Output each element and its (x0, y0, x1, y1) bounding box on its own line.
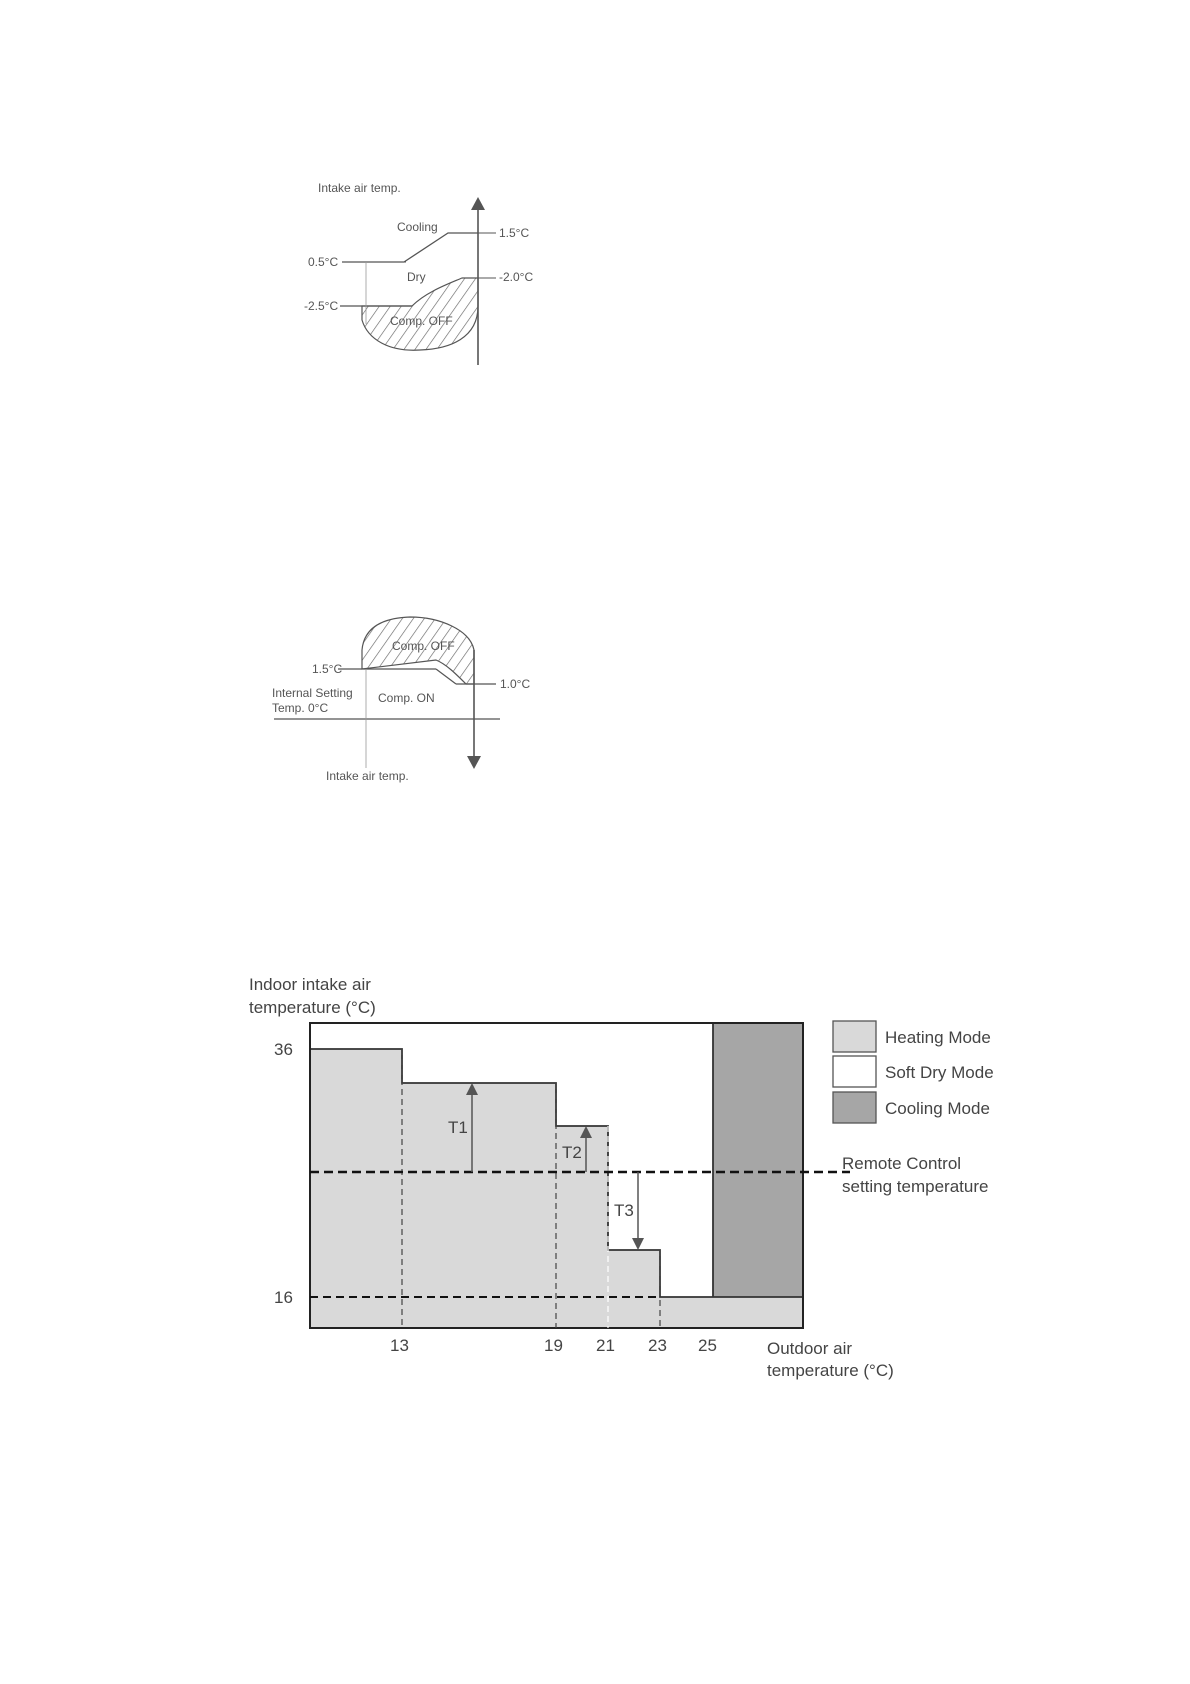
y-tick-36: 36 (274, 1040, 293, 1059)
diagram2-comp-off-label: Comp. OFF (392, 639, 455, 653)
x-tick-13: 13 (390, 1336, 409, 1355)
diagram1-cooling-label: Cooling (397, 220, 438, 234)
arrow-up-icon (471, 197, 485, 210)
x-axis-title-line1: Outdoor air (767, 1339, 853, 1358)
diagram2-setting-label-line2: Temp. 0°C (272, 701, 329, 715)
legend-swatch-cooling (833, 1092, 876, 1123)
legend-swatch-soft-dry (833, 1056, 876, 1087)
legend-label-cooling: Cooling Mode (885, 1099, 990, 1118)
x-tick-19: 19 (544, 1336, 563, 1355)
legend-label-heating: Heating Mode (885, 1028, 991, 1047)
diagram1-threshold-label-1-5: 1.5°C (499, 226, 530, 240)
arrow-down-icon (467, 756, 481, 769)
remote-setting-label-line1: Remote Control (842, 1154, 962, 1173)
arrow-down-icon (632, 1238, 644, 1250)
diagram-cooling-dry-hysteresis (304, 181, 533, 365)
diagram1-dry-label: Dry (407, 270, 426, 284)
diagram2-threshold-label-1-5: 1.5°C (312, 662, 343, 676)
cooling-mode-region (713, 1023, 803, 1297)
y-axis-title-line2: temperature (°C) (249, 998, 376, 1017)
diagram-operation-mode-map (249, 975, 994, 1380)
diagram1-cooling-boundary (342, 233, 478, 262)
y-axis-title-line1: Indoor intake air (249, 975, 371, 994)
t3-label: T3 (614, 1201, 634, 1220)
diagram2-axis-title: Intake air temp. (326, 769, 409, 783)
x-tick-23: 23 (648, 1336, 667, 1355)
diagram1-axis-title: Intake air temp. (318, 181, 401, 195)
diagram1-threshold-label-minus-2-5: -2.5°C (304, 299, 339, 313)
diagram-heating-hysteresis (272, 617, 530, 783)
diagram2-threshold-label-1-0: 1.0°C (500, 677, 531, 691)
remote-setting-label-line2: setting temperature (842, 1177, 989, 1196)
t1-label: T1 (448, 1118, 468, 1137)
y-tick-16: 16 (274, 1288, 293, 1307)
x-axis-title-line2: temperature (°C) (767, 1361, 894, 1380)
diagram1-threshold-label-minus-2-0: -2.0°C (499, 270, 534, 284)
diagram1-threshold-label-0-5: 0.5°C (308, 255, 339, 269)
legend-swatch-heating (833, 1021, 876, 1052)
x-tick-25: 25 (698, 1336, 717, 1355)
legend-label-soft-dry: Soft Dry Mode (885, 1063, 994, 1082)
t2-label: T2 (562, 1143, 582, 1162)
diagram2-comp-on-label: Comp. ON (378, 691, 435, 705)
diagram1-comp-off-label: Comp. OFF (390, 314, 453, 328)
diagram2-setting-label-line1: Internal Setting (272, 686, 353, 700)
x-tick-21: 21 (596, 1336, 615, 1355)
